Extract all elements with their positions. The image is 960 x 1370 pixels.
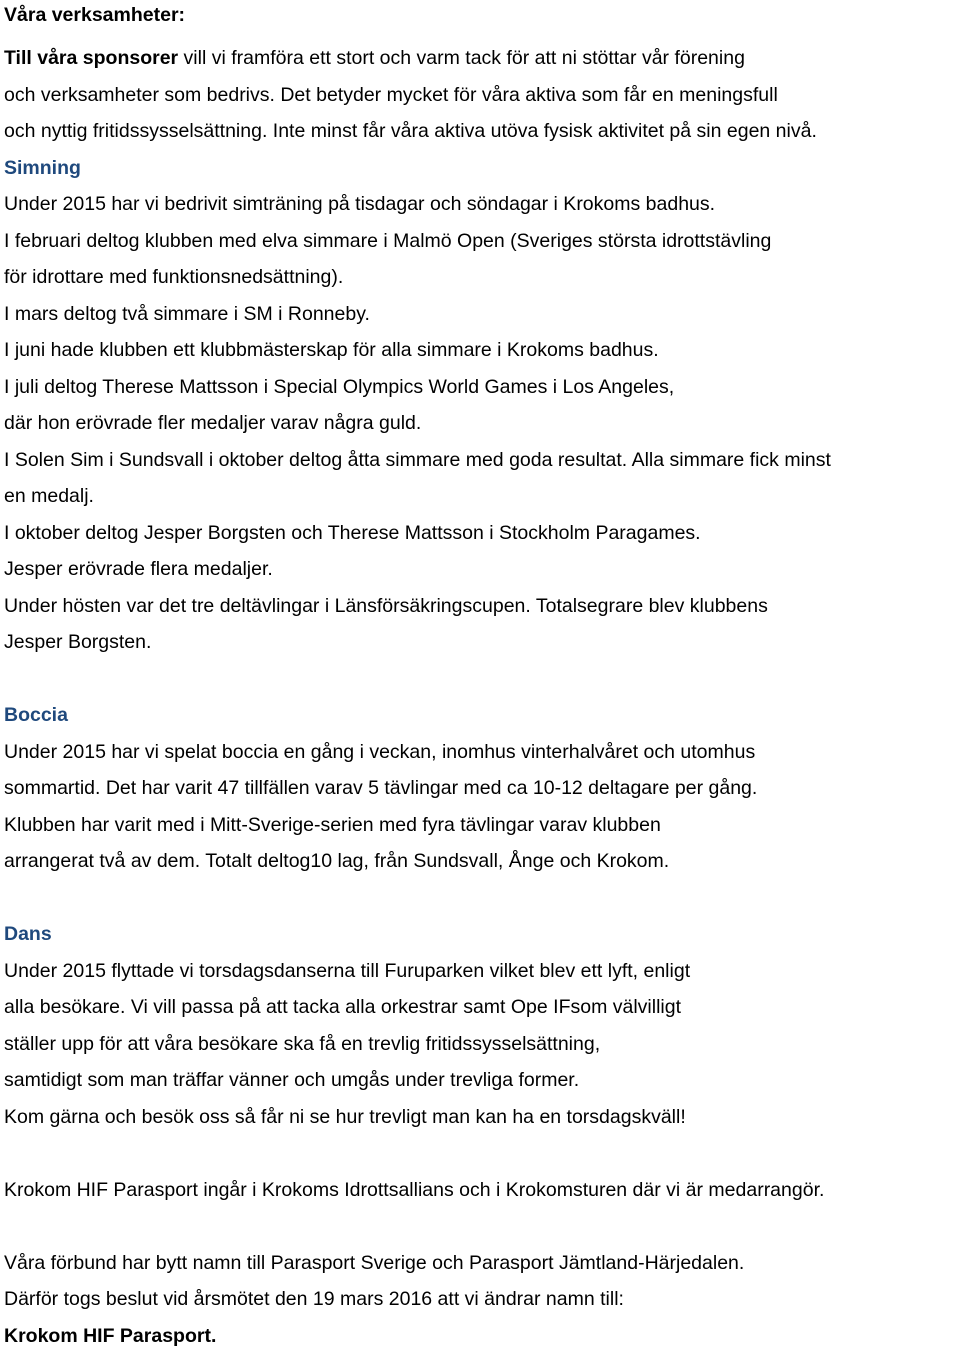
- new-club-name: Krokom HIF Parasport.: [4, 1324, 217, 1347]
- simning-line: I juli deltog Therese Mattsson i Special Olympics World Games i Los Angeles,: [4, 375, 675, 398]
- dans-line: Under 2015 flyttade vi torsdagsdanserna till Furuparken vilket blev ett lyft, enligt: [4, 959, 691, 982]
- simning-line: I februari deltog klubben med elva simmare i Malmö Open (Sveriges största idrottstävling: [4, 229, 772, 252]
- simning-line: Jesper Borgsten.: [4, 631, 152, 653]
- rename-line-1: Våra förbund har bytt namn till Parasport Sverige och Parasport Jämtland-Härjedalen.: [4, 1251, 745, 1274]
- intro-line-3: och nyttig fritidssysselsättning. Inte minst får våra aktiva utöva fysisk aktivitet på sin egen nivå.: [4, 120, 817, 142]
- dans-line: Kom gärna och besök oss så får ni se hur trevligt man kan ha en torsdagskväll!: [4, 1105, 686, 1128]
- rename-line-2: Därför togs beslut vid årsmötet den 19 mars 2016 att vi ändrar namn till:: [4, 1288, 624, 1310]
- boccia-line: Under 2015 har vi spelat boccia en gång i veckan, inomhus vinterhalvåret och utomhus: [4, 740, 756, 763]
- simning-line: Under hösten var det tre deltävlingar i Länsförsäkringscupen. Totalsegrare blev klubbens: [4, 594, 768, 617]
- alliance-paragraph: Krokom HIF Parasport ingår i Krokoms Idrottsallians och i Krokomsturen där vi är medarrangör.: [4, 1178, 825, 1201]
- simning-line: I oktober deltog Jesper Borgsten och Therese Mattsson i Stockholm Paragames.: [4, 521, 701, 544]
- dans-line: ställer upp för att våra besökare ska få en trevlig fritidssysselsättning,: [4, 1032, 601, 1055]
- section-spacer: [4, 1135, 960, 1172]
- section-simning: [4, 150, 960, 661]
- simning-line: Jesper erövrade flera medaljer.: [4, 558, 273, 580]
- section-title-boccia: Boccia: [4, 704, 68, 726]
- section-spacer: [4, 1208, 960, 1245]
- boccia-line: arrangerat två av dem. Totalt deltog10 lag, från Sundsvall, Ånge och Krokom.: [4, 850, 670, 872]
- section-boccia: [4, 697, 960, 880]
- simning-line: I mars deltog två simmare i SM i Ronneby.: [4, 302, 370, 325]
- simning-line: där hon erövrade fler medaljer varav några guld.: [4, 412, 422, 434]
- dans-line: alla besökare. Vi vill passa på att tacka alla orkestrar samt Ope IFsom välvilligt: [4, 996, 682, 1018]
- simning-line: en medalj.: [4, 485, 94, 507]
- section-dans: [4, 916, 960, 1135]
- page-title: Våra verksamheter:: [4, 4, 186, 26]
- intro-line-2: och verksamheter som bedrivs. Det betyder mycket för våra aktiva som får en meningsfull: [4, 83, 778, 106]
- intro-line-1: [4, 40, 960, 77]
- simning-line: Under 2015 har vi bedrivit simträning på tisdagar och söndagar i Krokoms badhus.: [4, 193, 716, 215]
- section-spacer: [4, 880, 960, 917]
- dans-line: samtidigt som man träffar vänner och umgås under trevliga former.: [4, 1069, 580, 1091]
- rename-paragraph: [4, 1245, 960, 1355]
- simning-line: I juni hade klubben ett klubbmästerskap för alla simmare i Krokoms badhus.: [4, 339, 659, 361]
- simning-line: I Solen Sim i Sundsvall i oktober deltog åtta simmare med goda resultat. Alla simmare fick minst: [4, 448, 831, 471]
- intro-line-1-text: vill vi framföra ett stort och varm tack för att ni stöttar vår förening: [178, 47, 745, 69]
- section-title-dans: Dans: [4, 923, 52, 945]
- sponsors-label: Till våra sponsorer: [4, 47, 179, 69]
- section-title-simning: Simning: [4, 156, 81, 179]
- intro-paragraph: [4, 40, 960, 150]
- section-spacer: [4, 661, 960, 698]
- boccia-line: sommartid. Det har varit 47 tillfällen varav 5 tävlingar med ca 10-12 deltagare per gång.: [4, 777, 758, 799]
- simning-line: för idrottare med funktionsnedsättning).: [4, 266, 344, 288]
- document-page: [4, 0, 960, 1354]
- boccia-line: Klubben har varit med i Mitt-Sverige-serien med fyra tävlingar varav klubben: [4, 813, 661, 836]
